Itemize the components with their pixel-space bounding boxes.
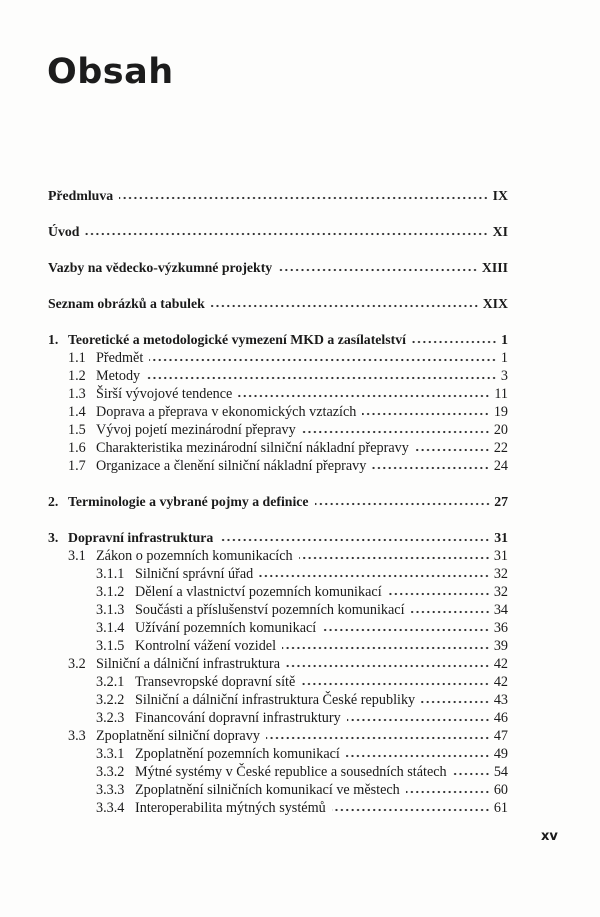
- toc-entry: [48, 673, 508, 691]
- toc-entry-title: Vazby na vědecko-výzkumné projekty: [48, 260, 273, 275]
- toc-entry-title: Financování dopravní infrastruktury: [135, 710, 341, 726]
- toc-entry-number: 3.2.2: [96, 692, 125, 708]
- toc-entry: [48, 583, 508, 601]
- toc-entry-page: 46: [493, 710, 508, 726]
- dot-leader: [453, 766, 490, 776]
- toc-entry-page: 43: [493, 692, 508, 708]
- toc-entry-page: 11: [494, 386, 508, 402]
- dot-leader: [211, 298, 479, 308]
- toc-entry-page: 31: [494, 530, 508, 545]
- toc-entry-title: Dělení a vlastnictví pozemních komunikací: [135, 584, 382, 600]
- dot-leader: [322, 622, 490, 632]
- toc-entry-number: 1.7: [68, 458, 86, 474]
- dot-leader: [282, 640, 490, 650]
- toc-entry-page: IX: [492, 188, 508, 203]
- dot-leader: [149, 352, 497, 362]
- toc-entry: [48, 385, 508, 403]
- toc-entry-page: 1: [501, 332, 508, 347]
- toc-entry-number: 1.4: [68, 404, 86, 420]
- toc-entry: [48, 529, 508, 547]
- dot-leader: [259, 568, 490, 578]
- toc-entry-page: 39: [493, 638, 508, 654]
- toc-entry-number: 3.1.5: [96, 638, 125, 654]
- toc-entry-page: 34: [493, 602, 508, 618]
- toc-entry-number: 1.1: [68, 350, 86, 366]
- dot-leader: [332, 802, 490, 812]
- dot-leader: [286, 658, 490, 668]
- toc-entry: [48, 691, 508, 709]
- toc-entry-number: 1.3: [68, 386, 86, 402]
- dot-leader: [412, 334, 497, 344]
- dot-leader: [347, 712, 490, 722]
- toc-entry-page: 36: [493, 620, 508, 636]
- toc-entry-number: 3.3.2: [96, 764, 125, 780]
- toc-entry: [48, 799, 508, 817]
- toc-entry: [48, 619, 508, 637]
- toc-entry-title: Zákon o pozemních komunikacích: [96, 548, 293, 564]
- toc-entry: [48, 727, 508, 745]
- toc-entry-number: 3.2.1: [96, 674, 125, 690]
- toc-entry: [48, 457, 508, 475]
- toc-entry-page: 22: [493, 440, 508, 456]
- dot-leader: [278, 262, 478, 272]
- toc-entry-title: Širší vývojové tendence: [96, 386, 233, 402]
- dot-leader: [238, 388, 490, 398]
- toc-entry: [48, 493, 508, 511]
- toc-entry: [48, 223, 508, 241]
- dot-leader: [146, 370, 497, 380]
- toc-entry-title: Teoretické a metodologické vymezení MKD a zasílatelství: [68, 332, 406, 347]
- toc-entry-page: 61: [493, 800, 508, 816]
- dot-leader: [85, 226, 488, 236]
- toc-entry-number: 3.2.3: [96, 710, 125, 726]
- toc-entry: [48, 637, 508, 655]
- toc-entry-title: Terminologie a vybrané pojmy a definice: [68, 494, 309, 509]
- toc-entry-number: 3.2: [68, 656, 86, 672]
- toc-entry: [48, 367, 508, 385]
- toc-entry-title: Zpoplatnění silniční dopravy: [96, 728, 260, 744]
- toc-entry-page: 60: [493, 782, 508, 798]
- toc-entry-page: 3: [500, 368, 508, 384]
- toc-entry-number: 3.3.1: [96, 746, 125, 762]
- dot-leader: [119, 190, 489, 200]
- toc-entry-title: Předmluva: [48, 188, 114, 203]
- toc-entry-number: 1.6: [68, 440, 86, 456]
- dot-leader: [219, 532, 490, 542]
- toc-entry: [48, 547, 508, 565]
- toc-entry: [48, 187, 508, 205]
- toc-entry-title: Silniční a dálniční infrastruktura České republiky: [135, 692, 416, 708]
- toc-entry-number: 3.3.3: [96, 782, 125, 798]
- toc-entry-number: 1.2: [68, 368, 86, 384]
- toc-entry-title: Metody: [96, 368, 141, 384]
- toc-entry-number: 3.3: [68, 728, 86, 744]
- toc-entry-page: 47: [493, 728, 508, 744]
- dot-leader: [421, 694, 490, 704]
- toc-entry-page: 31: [493, 548, 508, 564]
- toc-entry-page: 24: [493, 458, 508, 474]
- toc-entry-page: 27: [494, 494, 508, 509]
- toc-entry-title: Charakteristika mezinárodní silniční nákladní přepravy: [96, 440, 409, 456]
- toc-entry-number: 2.: [48, 494, 59, 509]
- table-of-contents: [48, 187, 508, 817]
- toc-entry: [48, 421, 508, 439]
- toc-entry: [48, 565, 508, 583]
- toc-entry: [48, 709, 508, 727]
- toc-entry-title: Užívání pozemních komunikací: [135, 620, 317, 636]
- dot-leader: [266, 730, 490, 740]
- toc-entry-number: 3.1: [68, 548, 86, 564]
- toc-entry-page: XI: [492, 224, 508, 239]
- dot-leader: [415, 442, 490, 452]
- dot-leader: [301, 676, 490, 686]
- dot-leader: [388, 586, 490, 596]
- toc-entry-title: Mýtné systémy v České republice a sousedních státech: [135, 764, 447, 780]
- toc-entry-page: XIX: [482, 296, 508, 311]
- toc-entry: [48, 295, 508, 313]
- toc-entry-number: 1.: [48, 332, 59, 347]
- toc-entry-title: Zpoplatnění silničních komunikací ve městech: [135, 782, 400, 798]
- toc-entry-page: 32: [493, 584, 508, 600]
- dot-leader: [299, 550, 490, 560]
- toc-entry: [48, 259, 508, 277]
- dot-leader: [346, 748, 490, 758]
- dot-leader: [302, 424, 490, 434]
- dot-leader: [411, 604, 490, 614]
- toc-entry-page: 19: [493, 404, 508, 420]
- toc-entry-title: Silniční a dálniční infrastruktura: [96, 656, 280, 672]
- toc-entry-number: 3.1.4: [96, 620, 125, 636]
- toc-entry: [48, 331, 508, 349]
- toc-entry-number: 3.: [48, 530, 59, 545]
- toc-entry-title: Dopravní infrastruktura: [68, 530, 214, 545]
- toc-entry-page: 42: [493, 674, 508, 690]
- dot-leader: [362, 406, 489, 416]
- toc-entry: [48, 349, 508, 367]
- toc-entry-title: Úvod: [48, 224, 80, 239]
- toc-entry-page: 20: [493, 422, 508, 438]
- toc-entry-page: XIII: [481, 260, 508, 275]
- toc-entry: [48, 655, 508, 673]
- toc-entry-number: 3.1.2: [96, 584, 125, 600]
- toc-entry-number: 3.1.3: [96, 602, 125, 618]
- toc-entry: [48, 439, 508, 457]
- toc-entry: [48, 745, 508, 763]
- toc-entry-title: Součásti a příslušenství pozemních komunikací: [135, 602, 405, 618]
- toc-entry-title: Organizace a členění silniční nákladní přepravy: [96, 458, 367, 474]
- toc-entry-page: 54: [493, 764, 508, 780]
- toc-entry: [48, 403, 508, 421]
- toc-entry: [48, 601, 508, 619]
- toc-entry-page: 49: [493, 746, 508, 762]
- page-title: Obsah: [47, 52, 174, 92]
- toc-entry-page: 1: [500, 350, 508, 366]
- dot-leader: [406, 784, 490, 794]
- toc-entry-title: Předmět: [96, 350, 144, 366]
- toc-entry-title: Interoperabilita mýtných systémů: [135, 800, 326, 816]
- toc-entry-number: 1.5: [68, 422, 86, 438]
- toc-entry-title: Doprava a přeprava v ekonomických vztazích: [96, 404, 357, 420]
- toc-entry: [48, 763, 508, 781]
- toc-entry-page: 42: [493, 656, 508, 672]
- dot-leader: [372, 460, 489, 470]
- toc-entry-title: Vývoj pojetí mezinárodní přepravy: [96, 422, 296, 438]
- toc-entry-title: Zpoplatnění pozemních komunikací: [135, 746, 340, 762]
- toc-entry-number: 3.1.1: [96, 566, 125, 582]
- toc-entry-title: Transevropské dopravní sítě: [135, 674, 296, 690]
- toc-entry: [48, 781, 508, 799]
- dot-leader: [315, 496, 491, 506]
- toc-entry-title: Silniční správní úřad: [135, 566, 254, 582]
- toc-entry-number: 3.3.4: [96, 800, 125, 816]
- toc-entry-title: Seznam obrázků a tabulek: [48, 296, 205, 311]
- page-number: xv: [541, 829, 558, 844]
- toc-entry-title: Kontrolní vážení vozidel: [135, 638, 277, 654]
- toc-entry-page: 32: [493, 566, 508, 582]
